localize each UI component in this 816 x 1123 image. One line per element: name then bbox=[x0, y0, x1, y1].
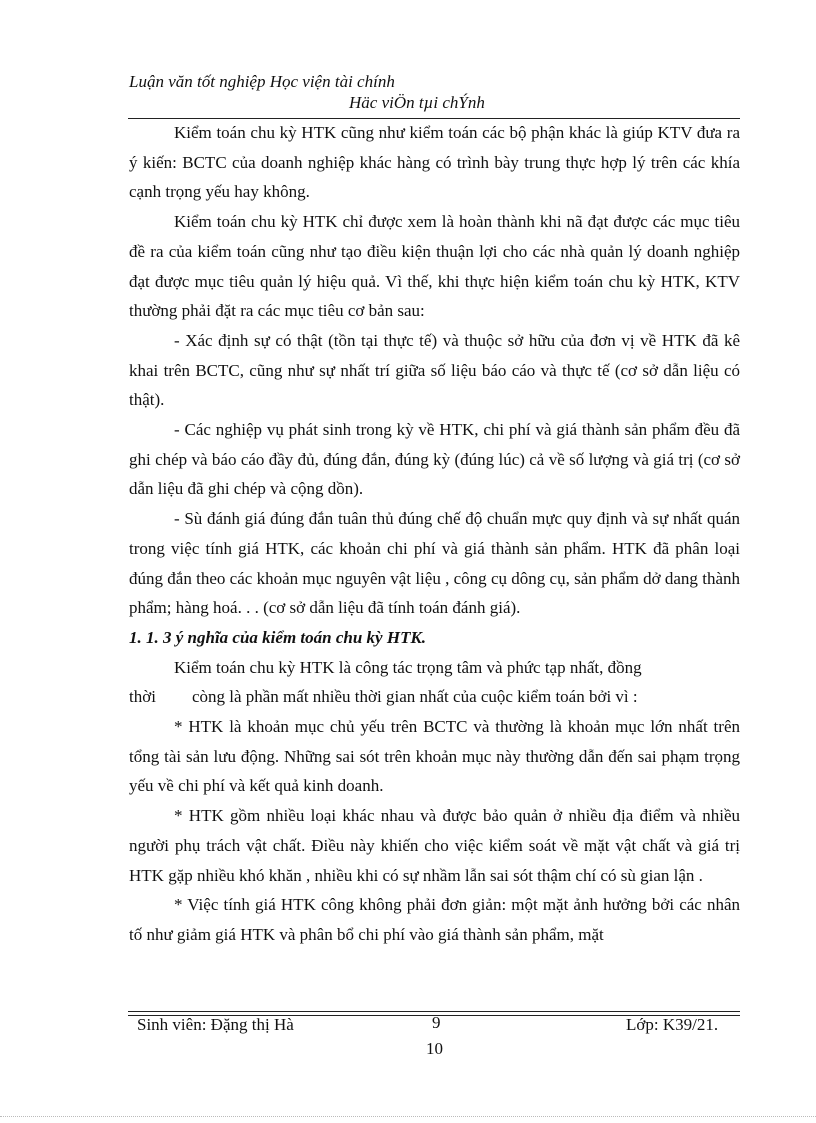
footer-mid-number: 9 bbox=[432, 1013, 441, 1032]
paragraph-continuation bbox=[129, 682, 740, 712]
paragraph: * Việc tính giá HTK công không phải đơn giản: một mặt ảnh hưởng bởi các nhân tố như giảm giá HTK và phân bổ chi phí vào giá thành sản phẩm, mặt bbox=[129, 895, 740, 944]
paragraph: * HTK gồm nhiều loại khác nhau và được bảo quản ở nhiều địa điểm và nhiều người phụ trách vật chất. Điều này khiến cho việc kiểm soát về mặt vật chất và giá trị HTK gặp nhiều khó khăn , nhiều khi có sự nhầm lẫn sai sót thậm chí có sù gian lận . bbox=[129, 806, 740, 885]
page-bottom-dotted-border bbox=[0, 1116, 816, 1117]
paragraph: Kiểm toán chu kỳ HTK cũng như kiểm toán các bộ phận khác là giúp KTV đưa ra ý kiến: BCTC của doanh nghiệp khác hàng có trình bày trung thực hợp lý trên các khía cạnh trọng yếu hay không. bbox=[129, 123, 740, 202]
paragraph-fragment: còng là phần mất nhiều thời gian nhất của cuộc kiểm toán bởi vì : bbox=[191, 687, 638, 707]
paragraph: * HTK là khoản mục chủ yếu trên BCTC và thường là khoản mục lớn nhất trên tổng tài sản lưu động. Những sai sót trên khoản mục này thường dẫn đến sai phạm trọng yếu về chi phí và kết quả kinh doanh. bbox=[129, 717, 740, 796]
footer-rule bbox=[128, 1011, 740, 1012]
running-header-subtitle: Häc viÖn tµi chÝnh bbox=[349, 93, 485, 112]
footer-student: Sinh viên: Đặng thị Hà bbox=[137, 1015, 294, 1034]
paragraph-fragment: thời bbox=[129, 687, 156, 707]
page-number: 10 bbox=[426, 1039, 443, 1058]
paragraph: - Các nghiệp vụ phát sinh trong kỳ về HTK, chi phí và giá thành sản phẩm đều đã ghi chép và báo cáo đầy đủ, đúng đắn, đúng kỳ (đúng lúc) cả về số lượng và giá trị (cơ sở dẫn liệu đã ghi chép và cộng dồn). bbox=[129, 420, 740, 499]
paragraph: Kiểm toán chu kỳ HTK là công tác trọng tâm và phức tạp nhất, đồng bbox=[174, 657, 642, 677]
section-heading: 1. 1. 3 ý nghĩa của kiểm toán chu kỳ HTK. bbox=[129, 627, 427, 647]
footer-class: Lớp: K39/21. bbox=[626, 1015, 719, 1034]
running-header-title: Luận văn tốt nghiệp Học viện tài chính bbox=[129, 72, 395, 91]
paragraph: - Xác định sự có thật (tồn tại thực tế) và thuộc sở hữu của đơn vị về HTK đã kê khai trên BCTC, cũng như sự nhất trí giữa số liệu báo cáo và thực tế (cơ sở dẫn liệu có thật). bbox=[129, 330, 740, 410]
document-body bbox=[129, 118, 740, 950]
paragraph: Kiểm toán chu kỳ HTK chỉ được xem là hoàn thành khi nã đạt được các mục tiêu đề ra của kiểm toán cũng như tạo điều kiện thuận lợi cho các nhà quản lý doanh nghiệp đạt được mục tiêu quản lý hiệu quả. Vì thế, khi thực hiện kiểm toán chu kỳ HTK, KTV thường phải đặt ra các mục tiêu cơ bản sau: bbox=[129, 212, 740, 321]
paragraph: - Sù đánh giá đúng đắn tuân thủ đúng chế độ chuẩn mực quy định và sự nhất quán trong việc tính giá HTK, các khoản chi phí và giá thành sản phẩm. HTK đã phân loại đúng đắn theo các khoản mục nguyên vật liệu , công cụ dông cụ, sản phẩm dở dang thành phẩm; hàng hoá. . . (cơ sở dẫn liệu đã tính toán đánh giá). bbox=[129, 509, 740, 618]
